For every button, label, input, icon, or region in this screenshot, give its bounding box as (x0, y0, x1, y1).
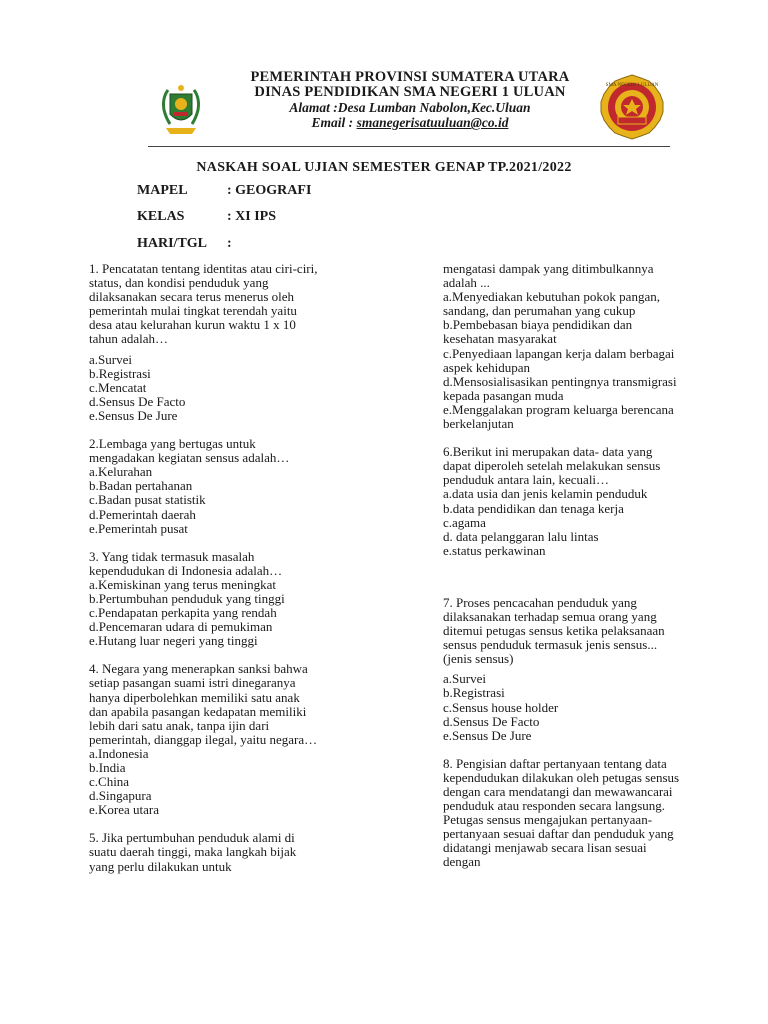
question-6 (443, 445, 683, 558)
letterhead-department: DINAS PENDIDIKAN SMA NEGERI 1 ULUAN (254, 84, 566, 100)
question-1 (89, 262, 319, 423)
question-7-text: 7. Proses pencacahan penduduk yang dilaksanakan terhadap semua orang yang ditemui petugas sensus ketika pelaksanaan sensus penduduk termasuk jenis sensus...(jenis sensus) (443, 594, 665, 667)
letterhead (230, 70, 590, 130)
question-5-option-b: b.Pembebasan biaya pendidikan dan kesehatan masyarakat (443, 317, 633, 347)
question-7-option-e: e.Sensus De Jure (443, 727, 532, 743)
question-5-option-e: e.Menggalakan program keluarga berencana berkelanjutan (443, 401, 674, 432)
question-5-option-d: d.Mensosialisasikan pentingnya transmigrasi kepada pasangan muda (443, 373, 677, 403)
question-2-option-b: b.Badan pertahanan (89, 478, 193, 494)
question-7-option-c: c.Sensus house holder (443, 699, 559, 715)
question-3-option-d: d.Pencemaran udara di pemukiman (89, 619, 273, 635)
questions-left-column (89, 262, 319, 874)
question-7 (443, 596, 683, 743)
meta-mapel (137, 183, 311, 199)
question-3-option-a: a.Kemiskinan yang terus meningkat (89, 576, 277, 592)
question-1-option-a: a.Survei (89, 351, 132, 367)
meta-hari (137, 236, 232, 252)
question-3 (89, 550, 319, 649)
question-4-option-d: d.Singapura (89, 788, 152, 804)
question-5-option-c: c.Penyediaan lapangan kerja dalam berbagai aspek kehidupan (443, 345, 675, 375)
question-6-option-a: a.data usia dan jenis kelamin penduduk (443, 486, 648, 502)
question-2-option-e: e.Pemerintah pusat (89, 520, 188, 536)
meta-hari-value: : (227, 236, 232, 251)
question-2-option-c: c.Badan pusat statistik (89, 492, 206, 508)
question-1-option-b: b.Registrasi (89, 365, 151, 381)
letterhead-email (230, 115, 590, 130)
question-2-option-a: a.Kelurahan (89, 464, 153, 480)
question-1-option-d: d.Sensus De Facto (89, 393, 186, 409)
question-5-text: 5. Jika pertumbuhan penduduk alami di suatu daerah tinggi, maka langkah bijak yang perlu dilakukan untuk (89, 830, 297, 874)
question-5-text-continued: mengatasi dampak yang ditimbulkannya adalah ... (443, 261, 654, 291)
question-1-option-c: c.Mencatat (89, 379, 147, 395)
meta-kelas-value: : XI IPS (227, 209, 277, 224)
letterhead-government: PEMERINTAH PROVINSI SUMATERA UTARA (250, 69, 570, 85)
meta-kelas (137, 209, 276, 225)
question-6-option-d: d. data pelanggaran lalu lintas (443, 528, 599, 544)
letterhead-divider (148, 146, 670, 147)
question-6-option-e: e.status perkawinan (443, 542, 546, 558)
letterhead-address: Alamat :Desa Lumban Nabolon,Kec.Uluan (289, 100, 531, 115)
question-4-option-e: e.Korea utara (89, 802, 160, 818)
question-1-text: 1. Pencatatan tentang identitas atau ciri-ciri, status, dan kondisi penduduk yang dilaksanakan secara terus menerus oleh pemerintah mulai tingkat terendah yaitu desa atau kelurahan kurun waktu 1 x 10 tahun adalah… (89, 261, 318, 347)
question-4-option-b: b.India (89, 760, 126, 775)
exam-title: NASKAH SOAL UJIAN SEMESTER GENAP TP.2021/2022 (196, 160, 572, 175)
question-2 (89, 437, 319, 536)
question-6-option-c: c.agama (443, 514, 486, 530)
question-6-text: 6.Berikut ini merupakan data- data yang dapat diperoleh setelah melakukan sensus penduduk antara lain, kecuali… (443, 444, 661, 488)
meta-hari-label: HARI/TGL (137, 236, 208, 251)
question-5 (89, 831, 319, 873)
question-4 (89, 662, 319, 817)
question-4-option-a: a.Indonesia (89, 745, 149, 761)
email-value: smanegerisatuuluan@co.id (356, 115, 509, 130)
question-7-option-a: a.Survei (443, 671, 486, 687)
question-8-text: 8. Pengisian daftar pertanyaan tentang data kependudukan dilakukan oleh petugas sensus dengan cara mendatangi dan mewawancarai penduduk atau responden secara langsung. Petugas sensus mengajukan pertanyaan-pertanyaan sesuai daftar dan penduduk yang didatangi menjawab secara lisan sesuai dengan (443, 755, 680, 870)
question-5-continued (443, 262, 683, 431)
question-6-option-b: b.data pendidikan dan tenaga kerja (443, 500, 624, 516)
meta-mapel-value: : GEOGRAFI (227, 183, 312, 198)
question-3-option-c: c.Pendapatan perkapita yang rendah (89, 605, 277, 621)
question-7-option-b: b.Registrasi (443, 685, 505, 701)
question-8 (443, 757, 683, 870)
province-emblem-icon (148, 80, 214, 140)
question-4-option-c: c.China (89, 774, 130, 790)
question-1-option-e: e.Sensus De Jure (89, 407, 178, 423)
question-5-option-a: a.Menyediakan kebutuhan pokok pangan, sandang, dan perumahan yang cukup (443, 289, 660, 319)
school-emblem-text: SMA NEGERI 1 ULUAN (605, 83, 659, 88)
question-3-option-b: b.Pertumbuhan penduduk yang tinggi (89, 590, 285, 606)
email-label: Email : (311, 115, 357, 130)
question-2-option-d: d.Pemerintah daerah (89, 506, 196, 522)
question-7-option-d: d.Sensus De Facto (443, 713, 540, 729)
question-4-text: 4. Negara yang menerapkan sanksi bahwa setiap pasangan suami istri dinegaranya hanya diperbolehkan memiliki satu anak dan apabila pasangan kedapatan memiliki lebih dari satu anak, tanpa ijin dari pemerintah, dianggap ilegal, yaitu negara… (89, 661, 318, 747)
question-3-text: 3. Yang tidak termasuk masalah kependudukan di Indonesia adalah… (89, 548, 283, 578)
meta-kelas-label: KELAS (137, 209, 185, 224)
meta-mapel-label: MAPEL (137, 183, 188, 198)
questions-right-column (443, 262, 683, 870)
question-2-text: 2.Lembaga yang bertugas untuk mengadakan kegiatan sensus adalah… (89, 436, 290, 466)
school-emblem-icon (596, 74, 668, 140)
question-3-option-e: e.Hutang luar negeri yang tinggi (89, 633, 258, 649)
